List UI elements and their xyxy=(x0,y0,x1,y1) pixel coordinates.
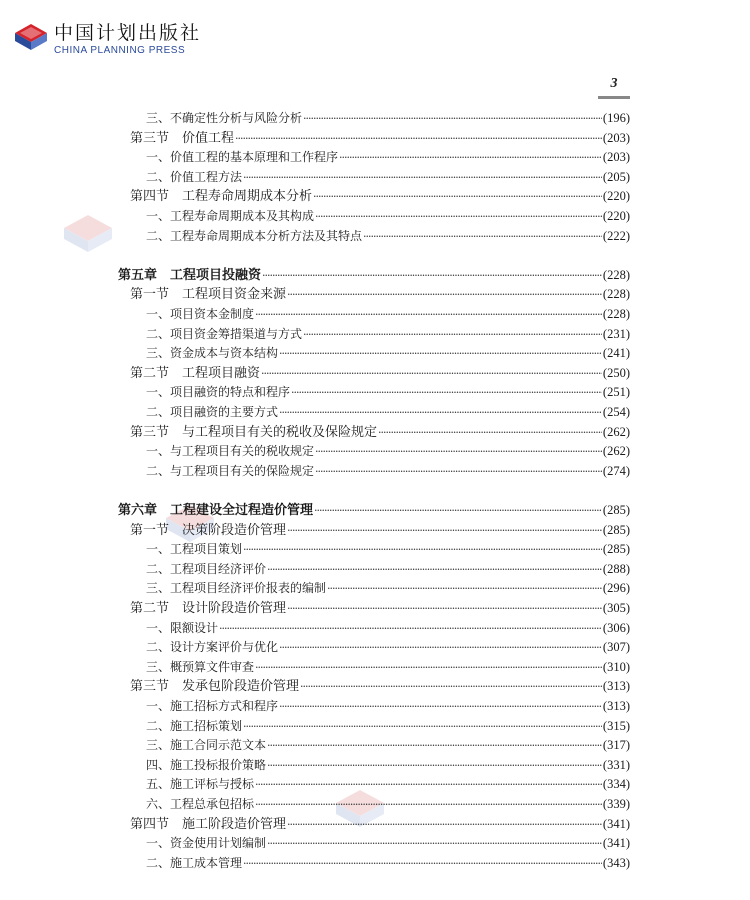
toc-item-label: 三、概预算文件审查 xyxy=(146,659,255,674)
toc-section-row xyxy=(130,676,630,696)
toc-page-number: (203) xyxy=(602,150,630,165)
toc-item-label: 四、施工投标报价策略 xyxy=(146,757,267,772)
toc-item-label: 二、施工招标策划 xyxy=(146,718,243,733)
toc-item-row xyxy=(146,774,630,794)
toc-item-label: 二、施工成本管理 xyxy=(146,855,243,870)
toc-section-row xyxy=(130,814,630,834)
toc-dot-leader xyxy=(363,226,602,247)
toc-item-label: 二、价值工程方法 xyxy=(146,169,243,184)
toc-dot-leader xyxy=(315,441,602,462)
toc-page-number: (334) xyxy=(602,777,630,792)
toc-page-number: (315) xyxy=(602,718,630,733)
toc-page-number: (313) xyxy=(602,699,630,713)
toc-item-row xyxy=(146,382,630,402)
toc-item-label: 六、工程总承包招标 xyxy=(146,797,255,811)
toc-item-row xyxy=(146,167,630,187)
toc-item-row xyxy=(146,735,630,755)
toc-item-row xyxy=(146,559,630,579)
toc-page-number: (231) xyxy=(602,326,630,341)
toc-section-label: 第三节 发承包阶段造价管理 xyxy=(130,679,300,695)
toc-page-number: (262) xyxy=(602,444,630,459)
toc-item-label: 三、不确定性分析与风险分析 xyxy=(146,111,303,125)
toc-page-number: (288) xyxy=(602,561,630,576)
toc-item-label: 一、价值工程的基本原理和工作程序 xyxy=(146,150,339,165)
toc-dot-leader xyxy=(327,578,602,599)
publisher-logo xyxy=(14,16,214,66)
toc-item-label: 三、工程项目经济评价报表的编制 xyxy=(146,581,327,596)
toc-dot-leader xyxy=(378,423,602,443)
toc-dot-leader xyxy=(243,167,602,188)
toc-section-row xyxy=(130,520,630,540)
toc-page-number: (205) xyxy=(602,169,630,184)
toc-page-number: (250) xyxy=(602,365,630,380)
toc-page-number: (310) xyxy=(602,659,630,674)
toc-chapter-label: 第五章 工程项目投融资 xyxy=(118,267,262,283)
toc-dot-leader xyxy=(303,324,602,345)
toc-dot-leader xyxy=(279,696,602,717)
toc-dot-leader xyxy=(255,304,602,325)
toc-item-row xyxy=(146,206,630,226)
toc-section-label: 第三节 价值工程 xyxy=(130,130,235,146)
toc-page-number: (331) xyxy=(602,757,630,772)
toc-page-number: (262) xyxy=(602,424,630,439)
toc-page-number: (228) xyxy=(602,267,630,282)
toc-item-label: 二、与工程项目有关的保险规定 xyxy=(146,463,315,478)
toc-item-label: 一、工程寿命周期成本及其构成 xyxy=(146,209,315,223)
toc-item-row xyxy=(146,324,630,344)
toc-section-row xyxy=(130,284,630,304)
toc-page-number: (285) xyxy=(602,522,630,537)
toc-item-label: 一、项目资本金制度 xyxy=(146,307,255,321)
publisher-name-en: CHINA PLANNING PRESS xyxy=(54,45,186,56)
toc-page-number: (296) xyxy=(602,581,630,596)
toc-page-number: (341) xyxy=(602,816,630,831)
toc-dot-leader xyxy=(255,794,602,815)
toc-page-number: (241) xyxy=(602,346,630,361)
toc-section-row xyxy=(130,128,630,148)
toc-item-row xyxy=(146,696,630,716)
toc-page-number: (274) xyxy=(602,463,630,478)
toc-page-number: (306) xyxy=(602,620,630,635)
page-number-rule xyxy=(598,96,630,99)
toc-item-row xyxy=(146,226,630,246)
toc-page-number: (254) xyxy=(602,405,630,419)
toc-page-number: (307) xyxy=(602,640,630,655)
toc-dot-leader xyxy=(243,539,602,560)
toc-item-label: 二、设计方案评价与优化 xyxy=(146,640,279,655)
toc-item-label: 二、项目资金筹措渠道与方式 xyxy=(146,326,303,341)
toc-item-label: 二、工程寿命周期成本分析方法及其特点 xyxy=(146,228,363,243)
toc-item-row xyxy=(146,755,630,775)
toc-dot-leader xyxy=(267,833,602,854)
toc-dot-leader xyxy=(279,343,602,364)
toc-dot-leader xyxy=(315,461,602,482)
toc-item-label: 一、项目融资的特点和程序 xyxy=(146,385,291,400)
toc-section-label: 第三节 与工程项目有关的税收及保险规定 xyxy=(130,424,378,440)
toc-item-row xyxy=(146,657,630,677)
toc-item-row xyxy=(146,637,630,657)
toc-dot-leader xyxy=(303,108,602,129)
toc-section-label: 第四节 工程寿命周期成本分析 xyxy=(130,189,313,205)
toc-item-label: 五、施工评标与授标 xyxy=(146,777,255,792)
toc-page-number: (339) xyxy=(602,797,630,811)
toc-item-row xyxy=(146,618,630,638)
toc-page-number: (228) xyxy=(602,307,630,321)
toc-dot-leader xyxy=(243,716,602,737)
toc-page-number: (251) xyxy=(602,385,630,400)
toc-dot-leader xyxy=(267,755,602,776)
toc-page-number: (305) xyxy=(602,601,630,615)
toc-item-row xyxy=(146,461,630,481)
toc-dot-leader xyxy=(261,364,602,384)
toc-item-row xyxy=(146,794,630,814)
toc-dot-leader xyxy=(287,815,602,835)
toc-dot-leader xyxy=(262,266,602,286)
toc-section-row xyxy=(130,598,630,618)
toc-item-row xyxy=(146,108,630,128)
toc-dot-leader xyxy=(313,187,602,207)
toc-section-label: 第四节 施工阶段造价管理 xyxy=(130,816,287,832)
toc-page-number: (228) xyxy=(602,287,630,302)
publisher-name-cn: 中国计划出版社 xyxy=(54,22,202,44)
toc-item-row xyxy=(146,833,630,853)
toc-page-number: (341) xyxy=(602,836,630,851)
toc-section-label: 第一节 工程项目资金来源 xyxy=(130,287,287,303)
toc-dot-leader xyxy=(287,599,602,619)
toc-page-number: (313) xyxy=(602,679,630,694)
toc-item-label: 一、与工程项目有关的税收规定 xyxy=(146,444,315,459)
toc-item-label: 一、限额设计 xyxy=(146,620,219,635)
toc-dot-leader xyxy=(300,677,602,697)
toc-dot-leader xyxy=(314,501,602,521)
toc-dot-leader xyxy=(279,637,602,658)
toc-page-number: (343) xyxy=(602,855,630,870)
toc-dot-leader xyxy=(267,559,602,580)
toc-item-row xyxy=(146,343,630,363)
toc-dot-leader xyxy=(315,206,602,227)
toc-item-label: 二、工程项目经济评价 xyxy=(146,561,267,576)
toc-page-number: (220) xyxy=(602,189,630,204)
publisher-logo-icon xyxy=(14,22,48,52)
toc-dot-leader xyxy=(291,382,602,403)
toc-page-number: (196) xyxy=(602,111,630,125)
toc-page-number: (203) xyxy=(602,130,630,145)
toc-dot-leader xyxy=(235,129,602,149)
toc-item-row xyxy=(146,716,630,736)
toc-item-label: 三、施工合同示范文本 xyxy=(146,738,267,753)
toc-item-row xyxy=(146,402,630,422)
toc-item-label: 三、资金成本与资本结构 xyxy=(146,346,279,361)
toc-dot-leader xyxy=(267,735,602,756)
toc-dot-leader xyxy=(255,657,602,678)
toc-section-label: 第二节 工程项目融资 xyxy=(130,365,261,381)
toc-item-row xyxy=(146,853,630,873)
toc-section-label: 第二节 设计阶段造价管理 xyxy=(130,601,287,616)
toc-section-row xyxy=(130,422,630,442)
page-number: 3 xyxy=(610,76,618,91)
toc-page-number: (222) xyxy=(602,228,630,243)
toc-dot-leader xyxy=(279,402,602,423)
toc-item-row xyxy=(146,304,630,324)
toc-item-label: 一、资金使用计划编制 xyxy=(146,836,267,851)
toc-item-label: 一、施工招标方式和程序 xyxy=(146,699,279,713)
toc-dot-leader xyxy=(255,774,602,795)
toc-item-row xyxy=(146,441,630,461)
toc-item-label: 二、项目融资的主要方式 xyxy=(146,405,279,419)
toc-dot-leader xyxy=(287,521,602,541)
toc-dot-leader xyxy=(219,618,602,639)
toc-chapter-row xyxy=(118,265,630,285)
toc-dot-leader xyxy=(243,853,602,874)
toc-dot-leader xyxy=(287,285,602,305)
toc-chapter-label: 第六章 工程建设全过程造价管理 xyxy=(118,503,314,518)
toc-section-label: 第一节 决策阶段造价管理 xyxy=(130,522,287,538)
toc-item-row xyxy=(146,147,630,167)
toc-page-number: (285) xyxy=(602,503,630,517)
toc-chapter-row xyxy=(118,500,630,520)
toc-page-number: (285) xyxy=(602,542,630,557)
toc-item-label: 一、工程项目策划 xyxy=(146,542,243,557)
toc-section-row xyxy=(130,186,630,206)
watermark-logo-icon xyxy=(64,215,112,252)
toc-section-row xyxy=(130,363,630,383)
toc-item-row xyxy=(146,539,630,559)
toc-dot-leader xyxy=(339,147,602,168)
toc-page-number: (317) xyxy=(602,738,630,753)
toc-item-row xyxy=(146,578,630,598)
toc-page-number: (220) xyxy=(602,209,630,223)
